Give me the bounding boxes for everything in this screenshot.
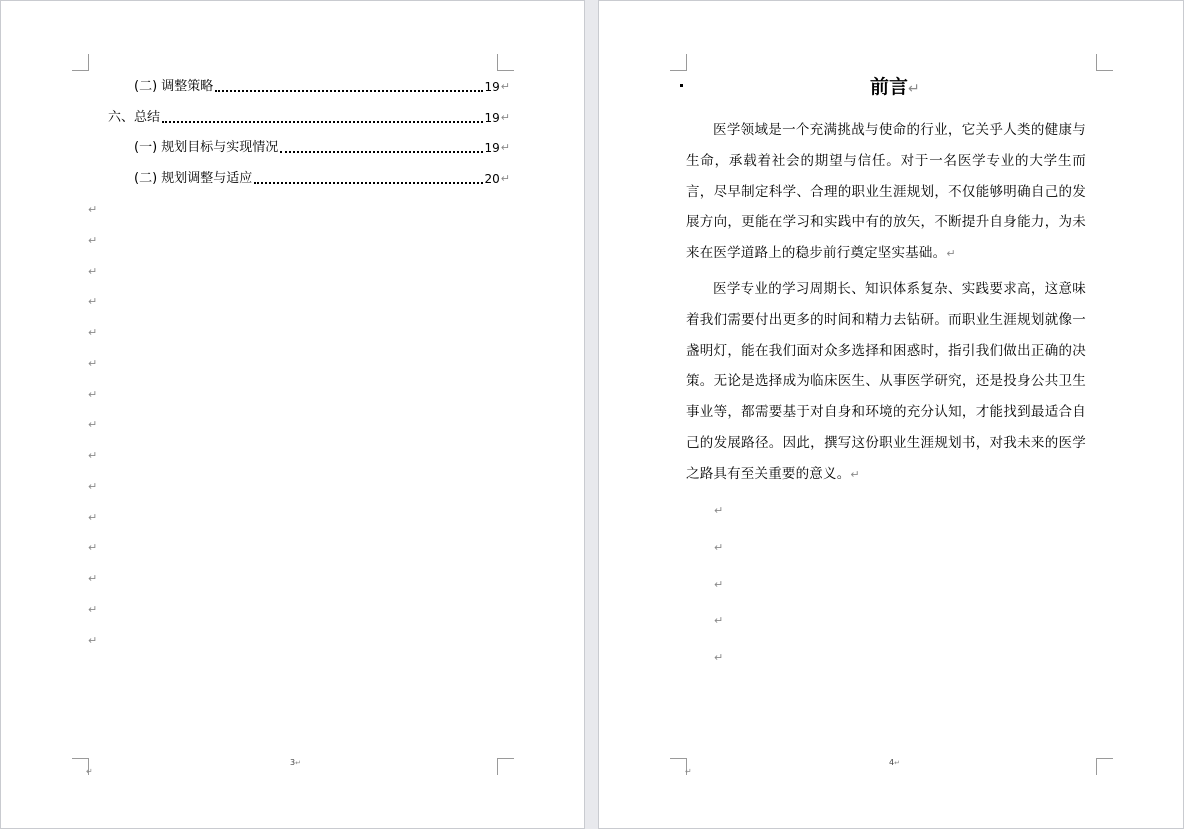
paragraph-mark-icon: ↵ — [88, 511, 98, 524]
crop-mark-top-left — [670, 54, 687, 71]
toc-entry[interactable] — [108, 110, 510, 126]
paragraph-mark-icon: ↵ — [500, 141, 510, 154]
paragraph-mark-icon: ↵ — [88, 265, 98, 278]
paragraph-mark-icon: ↵ — [88, 418, 98, 431]
toc-entry[interactable] — [134, 79, 510, 95]
toc-entry-text: (二) 规划调整与适应 — [134, 171, 253, 186]
toc-entry-page: 19 — [484, 111, 500, 125]
body-paragraph[interactable] — [686, 115, 1086, 270]
paragraph-mark-icon: ↵ — [714, 614, 724, 627]
paragraph-mark-icon: ↵ — [88, 326, 98, 339]
paragraph-mark-icon: ↵ — [500, 172, 510, 185]
format-mark-bullet — [680, 84, 683, 87]
paragraph-mark-icon: ↵ — [685, 767, 692, 776]
paragraph-mark-icon: ↵ — [894, 759, 900, 767]
paragraph-mark-icon: ↵ — [88, 480, 98, 493]
paragraph-mark-icon: ↵ — [88, 234, 98, 247]
page-number — [290, 758, 301, 767]
paragraph-mark-icon: ↵ — [500, 111, 510, 124]
page-title[interactable] — [870, 74, 920, 102]
paragraph-mark-icon: ↵ — [850, 467, 860, 481]
paragraph-mark-icon: ↵ — [500, 80, 510, 93]
paragraph-mark-icon: ↵ — [295, 759, 301, 767]
paragraph-mark-icon: ↵ — [88, 357, 98, 370]
paragraph-mark-icon: ↵ — [88, 541, 98, 554]
toc-entry-text: 六、总结 — [108, 110, 161, 125]
toc-entry-text: (二) 调整策略 — [134, 79, 214, 94]
paragraph-mark-icon: ↵ — [88, 572, 98, 585]
paragraph-mark-icon: ↵ — [88, 203, 98, 216]
toc-leader-dots — [215, 87, 482, 92]
toc-entry-page: 19 — [484, 80, 500, 94]
toc-entry-page: 19 — [484, 141, 500, 155]
crop-mark-top-right — [1096, 54, 1113, 71]
page-number-value: 4 — [889, 758, 895, 767]
page-title-text: 前言 — [870, 76, 909, 98]
paragraph-mark-icon: ↵ — [88, 634, 98, 647]
paragraph-mark-icon: ↵ — [86, 767, 93, 776]
page-number — [889, 758, 900, 767]
toc-entry[interactable] — [134, 140, 510, 156]
crop-mark-top-left — [72, 54, 89, 71]
toc-leader-dots — [254, 179, 482, 184]
crop-mark-top-right — [497, 54, 514, 71]
toc-leader-dots — [280, 148, 482, 153]
paragraph-mark-icon: ↵ — [88, 449, 98, 462]
body-paragraph-text: 医学领域是一个充满挑战与使命的行业，它关乎人类的健康与生命，承载着社会的期望与信任。对于一名医学专业的大学生而言，尽早制定科学、合理的职业生涯规划，不仅能够明确自己的发展方向，更能在学习和实践中有的放矢，不断提升自身能力，为未来在医学道路上的稳步前行奠定坚实基础。 — [686, 122, 1086, 262]
paragraph-mark-icon: ↵ — [946, 247, 956, 261]
paragraph-mark-icon: ↵ — [908, 81, 920, 97]
toc-entry-page: 20 — [484, 172, 500, 186]
paragraph-mark-icon: ↵ — [714, 541, 724, 554]
toc-leader-dots — [162, 118, 482, 123]
crop-mark-bottom-right — [497, 758, 514, 775]
page-number-value: 3 — [290, 758, 296, 767]
paragraph-mark-icon: ↵ — [88, 388, 98, 401]
paragraph-mark-icon: ↵ — [714, 504, 724, 517]
paragraph-mark-icon: ↵ — [714, 578, 724, 591]
body-paragraph-text: 医学专业的学习周期长、知识体系复杂、实践要求高，这意味着我们需要付出更多的时间和精力去钻研。而职业生涯规划就像一盏明灯，能在我们面对众多选择和困惑时，指引我们做出正确的决策。无论是选择成为临床医生、从事医学研究，还是投身公共卫生事业等，都需要基于对自身和环境的充分认知，才能找到最适合自己的发展路径。因此，撰写这份职业生涯规划书，对我未来的医学之路具有至关重要的意义。 — [686, 281, 1086, 482]
paragraph-mark-icon: ↵ — [88, 603, 98, 616]
paragraph-mark-icon: ↵ — [714, 651, 724, 664]
paragraph-mark-icon: ↵ — [88, 295, 98, 308]
toc-entry[interactable] — [134, 171, 510, 187]
toc-entry-text: (一) 规划目标与实现情况 — [134, 140, 279, 155]
body-paragraph[interactable] — [686, 274, 1086, 491]
crop-mark-bottom-right — [1096, 758, 1113, 775]
